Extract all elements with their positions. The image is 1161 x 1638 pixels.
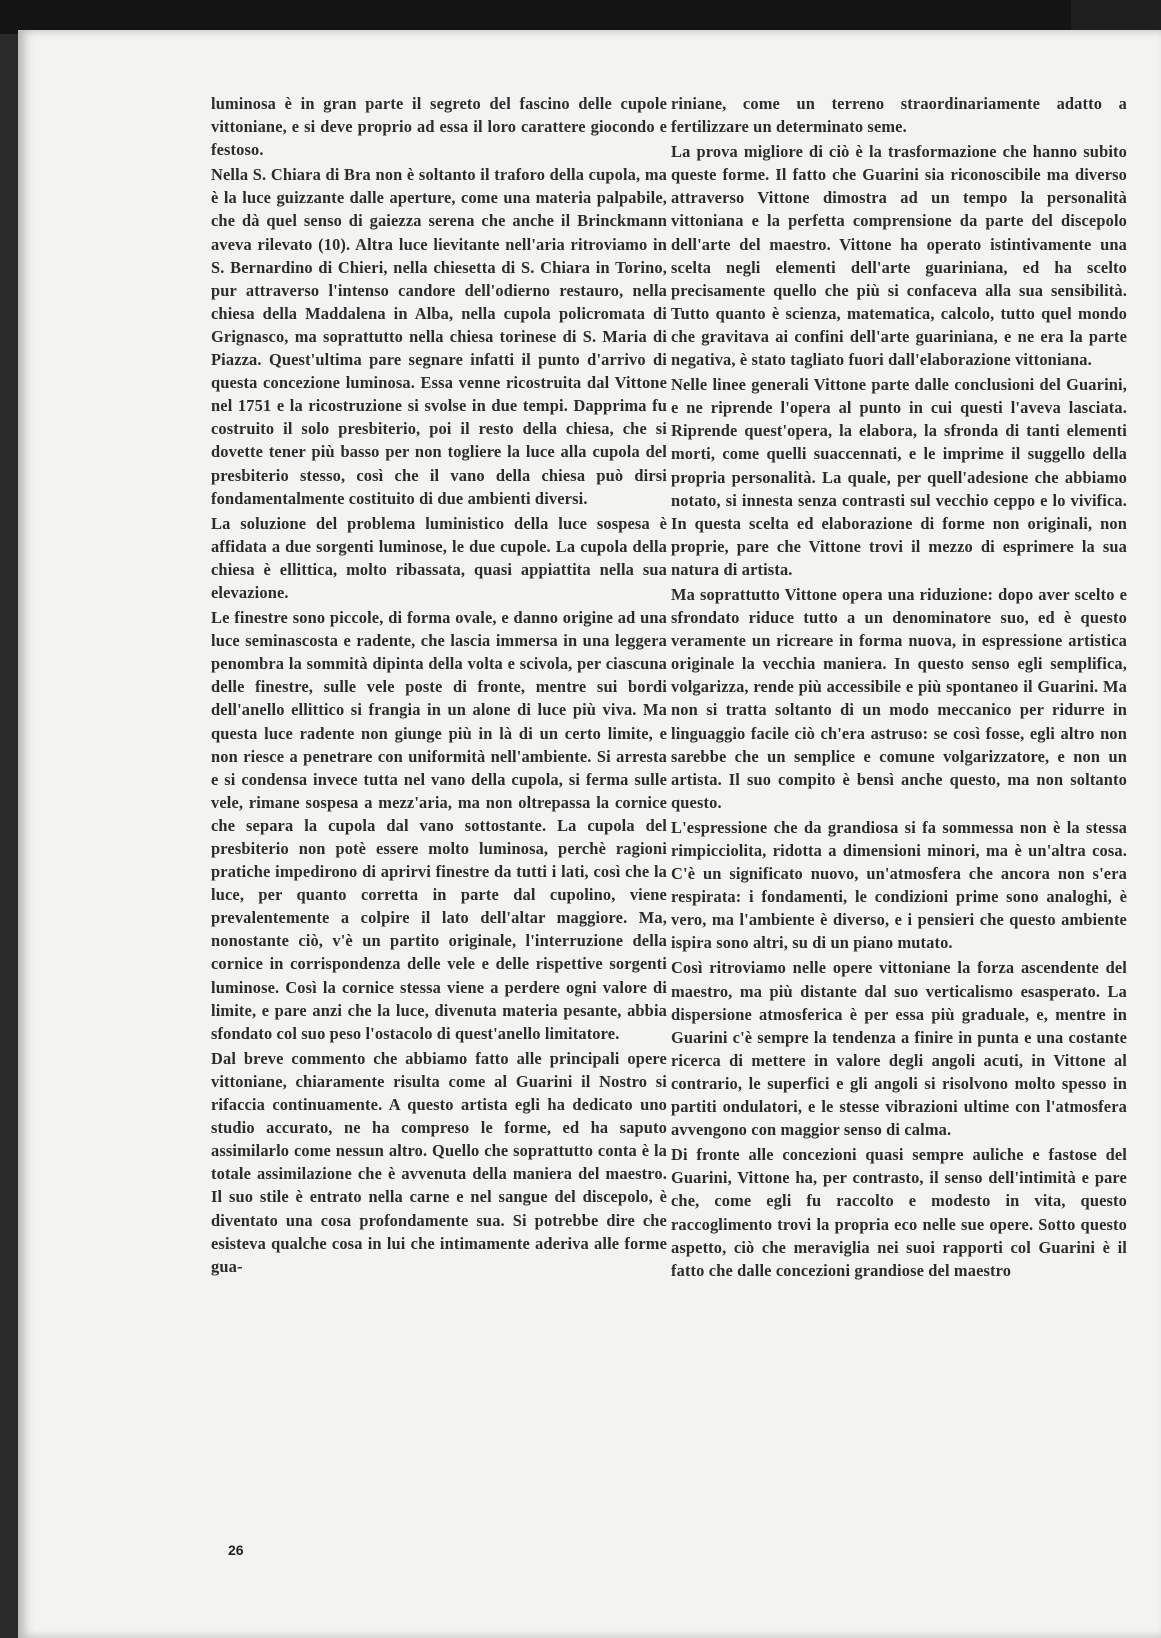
paragraph: La soluzione del problema luministico della luce sospesa è affidata a due sorgenti luminose, le due cupole. La cupola della chiesa è ellittica, molto ribassata, quasi appiattita nella sua elevazione. bbox=[211, 513, 667, 602]
paragraph: riniane, come un terreno straordinariamente adatto a fertilizzare un determinato seme. bbox=[671, 94, 1127, 137]
paragraph: Ma soprattutto Vittone opera una riduzione: dopo aver scelto e sfrondato riduce tutto a un denominatore suo, ed è questo veramente un ricreare in forma nuova, in espressione artistica originale la vecchia maniera. In questo senso egli semplifica, volgarizza, rende più accessibile e più spontaneo il Guarini. Ma non si tratta soltanto di un modo meccanico per ridurre in linguaggio facile ciò ch'era astruso: se così fosse, egli altro non sarebbe che un semplice e comune volgarizzatore, e non un artista. Il suo compito è bensì anche questo, ma non soltanto questo. bbox=[671, 584, 1127, 812]
page-number: 26 bbox=[228, 1542, 244, 1558]
paragraph: luminosa è in gran parte il segreto del fascino delle cupole vittoniane, e si deve proprio ad essa il loro carattere giocondo e festoso. bbox=[211, 94, 667, 160]
book-page bbox=[18, 30, 1161, 1638]
paragraph: Di fronte alle concezioni quasi sempre auliche e fastose del Guarini, Vittone ha, per contrasto, il senso dell'intimità e pare che, come egli fu raccolto e modesto in vita, questo raccoglimento trovi la propria eco nelle sue opere. Sotto questo aspetto, ciò che meraviglia nei suoi rapporti col Guarini è il fatto che dalle concezioni grandiose del maestro bbox=[671, 1145, 1127, 1280]
scan-top-border bbox=[0, 0, 1161, 34]
paragraph: Nelle linee generali Vittone parte dalle conclusioni del Guarini, e ne riprende l'opera al punto in cui questi l'aveva lasciata. Riprende quest'opera, la elabora, la sfronda di tanti elementi morti, come quelli suaccennati, e le imprime il suggello della propria personalità. La quale, per quell'adesione che abbiamo notato, si innesta senza contrasti sul vecchio ceppo e lo vivifica. In questa scelta ed elaborazione di forme non originali, non proprie, pare che Vittone trovi il mezzo di esprimere la sua natura di artista. bbox=[671, 375, 1127, 579]
right-text-column bbox=[671, 92, 1127, 1284]
paragraph: La prova migliore di ciò è la trasformazione che hanno subito queste forme. Il fatto che Guarini sia riconoscibile ma diverso attraverso Vittone dimostra ad un tempo la personalità vittoniana e la perfetta comprensione da parte del discepolo dell'arte del maestro. Vittone ha operato istintivamente una scelta negli elementi dell'arte guariniana, ed ha scelto precisamente quello che più si confaceva alla sua sensibilità. Tutto quanto è scienza, matematica, calcolo, tutto quel mondo che gravitava ai confini dell'arte guariniana, e ne era la parte negativa, è stato tagliato fuori dall'elaborazione vittoniana. bbox=[671, 142, 1127, 370]
paragraph: L'espressione che da grandiosa si fa sommessa non è la stessa rimpicciolita, ridotta a dimensioni minori, ma è un'altra cosa. C'è un significato nuovo, un'atmosfera che ancora non s'era respirata: i fondamenti, le condizioni prime sono analoghi, è vero, ma l'ambiente è diverso, e i pensieri che questo ambiente ispira sono altri, su di un piano mutato. bbox=[671, 817, 1127, 953]
paragraph: Nella S. Chiara di Bra non è soltanto il traforo della cupola, ma è la luce guizzante dalle aperture, come una materia palpabile, che dà quel senso di gaiezza serena che anche il Brinckmann aveva rilevato (10). Altra luce lievitante nell'aria ritroviamo in S. Bernardino di Chieri, nella chiesetta di S. Chiara in Torino, pur attraverso l'intenso candore dell'odierno restauro, nella chiesa della Maddalena in Alba, nella cupola policromata di Grignasco, ma soprattutto nella chiesa torinese di S. Maria di Piazza. Quest'ultima pare segnare infatti il punto d'arrivo di questa concezione luminosa. Essa venne ricostruita dal Vittone nel 1751 e la ricostruzione si svolse in due tempi. Dapprima fu costruito il solo presbiterio, poi il resto della chiesa, che si dovette tener più basso per non togliere la luce alla cupola del presbiterio stesso, così che il vano della chiesa può dirsi fondamentalmente costituito di due ambienti diversi. bbox=[211, 165, 667, 508]
paragraph: Dal breve commento che abbiamo fatto alle principali opere vittoniane, chiaramente risulta come al Guarini il Nostro si rifaccia continuamente. A questo artista egli ha dedicato uno studio accurato, ne ha compreso le forme, ed ha saputo assimilarlo come nessun altro. Quello che soprattutto conta è la totale assimilazione che è avvenuta della maniera del maestro. Il suo stile è entrato nella carne e nel sangue del discepolo, è diventato una cosa profondamente sua. Si potrebbe dire che esisteva qualche cosa in lui che intimamente aderiva alle forme gua- bbox=[211, 1048, 667, 1276]
left-text-column bbox=[211, 92, 667, 1280]
paragraph: Le finestre sono piccole, di forma ovale, e danno origine ad una luce seminascosta e radente, che lascia immersa in una leggera penombra la sommità dipinta della volta e scivola, per ciascuna delle finestre, sulle vele poste di fronte, mentre sui bordi dell'anello ellittico si frangia in un alone di luce più viva. Ma questa luce radente non giunge più in là di un certo limite, e non riesce a penetrare con uniformità nell'ambiente. Si arresta e si condensa invece tutta nel vano della cupola, si ferma sulle vele, rimane sospesa a mezz'aria, ma non oltrepassa la cornice che separa la cupola dal vano sottostante. La cupola del presbiterio non potè essere molto luminosa, perchè ragioni pratiche impedirono di aprirvi finestre da tutti i lati, così che la luce, per quanto corretta in parte dal cupolino, viene prevalentemente a colpire il lato dell'altar maggiore. Ma, nonostante ciò, v'è un partito originale, l'interruzione della cornice in corrispondenza delle vele e delle rispettive sorgenti luminose. Così la cornice stessa viene a perdere ogni valore di limite, e pare anzi che la luce, divenuta materia pesante, abbia sfondato col suo peso l'ostacolo di quest'anello limitatore. bbox=[211, 608, 667, 1043]
paragraph: Così ritroviamo nelle opere vittoniane la forza ascendente del maestro, ma più distante dal suo verticalismo esasperato. La dispersione atmosferica è per essa più graduale, e, mentre in Guarini c'è sempre la tendenza a finire in punta e una costante ricerca di mettere in valore degli angoli acuti, in Vittone al contrario, le superfici e gli angoli si risolvono molto spesso in partiti ondulatori, e le stesse vibrazioni ultime con l'atmosfera avvengono con maggior senso di calma. bbox=[671, 958, 1127, 1140]
